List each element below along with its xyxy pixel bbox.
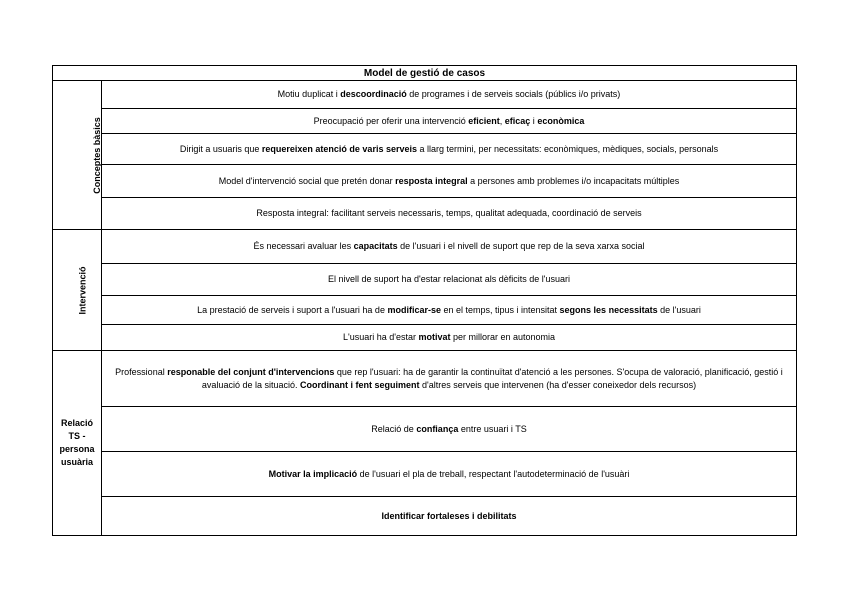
bold-text: resposta integral (395, 175, 468, 186)
table-cell (102, 165, 797, 198)
case-management-table (52, 65, 797, 536)
table-cell (102, 264, 797, 296)
bold-text: descoordinació (340, 89, 407, 99)
text-segment: per millorar en autonomia (450, 332, 556, 342)
table-cell (102, 81, 797, 109)
bold-text: requereixen atenció de varis serveis (261, 143, 417, 154)
bold-text: econòmica (537, 115, 585, 126)
category-label-line: usuària (60, 457, 93, 467)
bold-text: Identificar fortaleses i debilitats (381, 510, 517, 521)
table-cell (102, 198, 797, 230)
table-cell (102, 109, 797, 134)
table-cell (102, 407, 797, 452)
bold-text: capacitats (353, 241, 398, 251)
text-segment: Resposta integral: facilitant serveis necessaris, temps, qualitat adequada, coordinació de serveis (256, 208, 642, 218)
bold-text: Coordinant i fent seguiment (299, 379, 420, 390)
bold-text: confiança (416, 423, 459, 434)
text-segment: de l'usuari (657, 304, 701, 315)
text-segment: entre usuari i TS (458, 423, 527, 434)
bold-text: eficaç (504, 115, 531, 126)
text-segment: Motiu duplicat i (277, 89, 341, 99)
table-cell (102, 452, 797, 497)
text-segment: en el temps, tipus i intensitat (440, 304, 560, 315)
text-segment: a llarg termini, per necessitats: econòmiques, mèdiques, socials, personals (416, 143, 719, 154)
table-cell (102, 325, 797, 351)
table-cell (102, 134, 797, 165)
text-segment: La prestació de serveis i suport a l'usuari ha de (197, 304, 388, 315)
text-segment: El nivell de suport ha d'estar relacionat als dèficits de l'usuari (327, 274, 571, 284)
text-segment: Model d'intervenció social que pretén donar (218, 175, 396, 186)
category-label-line: TS - (68, 431, 86, 441)
table-cell (102, 497, 797, 536)
text-segment: i (530, 115, 538, 126)
bold-text: modificar-se (387, 304, 441, 315)
table-cell (102, 296, 797, 325)
bold-text: eficient (468, 115, 500, 126)
text-segment: Dirigit a usuaris que (179, 143, 262, 154)
text-segment: de l'usuari el pla de treball, respectant l'autodeterminació de l'usuàri (357, 468, 630, 479)
category-label: Intervenció (77, 265, 88, 315)
table-cell (102, 230, 797, 264)
text-segment: que rep l'usuari: ha de garantir la continuïtat d'atenció a les persones. S'ocupa de valoració, planificació, gestió i avaluació de la situació. (201, 366, 783, 390)
text-segment: a persones amb problemes i/o incapacitats múltiples (467, 175, 680, 186)
table-cell (102, 351, 797, 407)
text-segment: Relació de (371, 423, 417, 434)
text-segment: Preocupació per oferir una intervenció (313, 115, 469, 126)
category-label: Conceptes bàsics (91, 116, 102, 194)
text-segment: de l'usuari i el nivell de suport que rep de la seva xarxa social (397, 241, 645, 251)
bold-text: Motivar la implicació (268, 468, 358, 479)
bold-text: motivat (418, 332, 451, 342)
category-label-line: Relació (60, 418, 93, 428)
text-segment: És necessari avaluar les (253, 241, 354, 251)
category-intervention (53, 230, 102, 351)
table-title: Model de gestió de casos (53, 66, 797, 81)
bold-text: segons les necessitats (559, 304, 658, 315)
text-segment: , (499, 115, 505, 126)
text-segment: Professional (115, 366, 168, 377)
category-relationship (53, 351, 102, 536)
text-segment: L'usuari ha d'estar (342, 332, 419, 342)
bold-text: responable del conjunt d'intervencions (167, 366, 335, 377)
text-segment: de programes i de serveis socials (públics i/o privats) (406, 89, 621, 99)
category-basic-concepts (53, 81, 102, 230)
text-segment: d'altres serveis que intervenen (ha d'esser coneixedor dels recursos) (419, 379, 697, 390)
category-label-line: persona (59, 444, 95, 454)
